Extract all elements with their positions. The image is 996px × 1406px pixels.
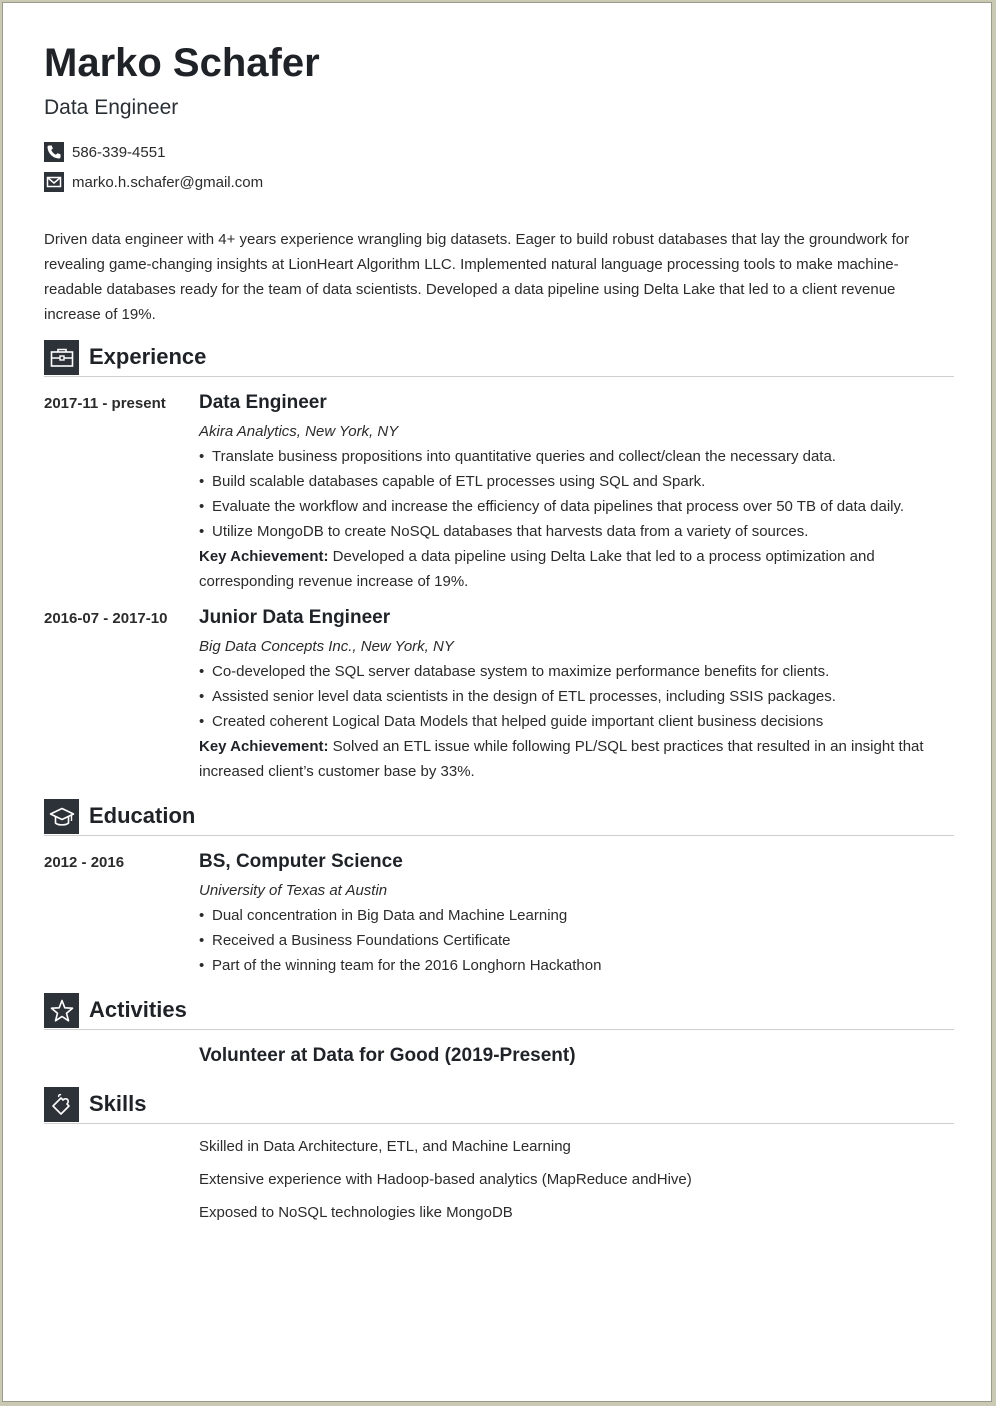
list-item: • Translate business propositions into quantitative queries and collect/clean the necessary data. [199, 444, 934, 469]
achievement-label: Key Achievement: [199, 738, 329, 755]
job-1-dates: 2017-11 - present [44, 395, 166, 412]
activity-entry [199, 1043, 934, 1072]
job-2-company: Big Data Concepts Inc., New York, NY [199, 638, 454, 655]
skills-section-title: Skills [89, 1091, 147, 1116]
phone-number: 586-339-4551 [72, 143, 166, 161]
email-contact [44, 172, 263, 192]
profile-summary: Driven data engineer with 4+ years experience wrangling big datasets. Eager to build robust databases that lay the groundwork for revealing game-changing insights at LionHeart Algorithm LLC. Implemented natural language processing tools to make machine-readable databases ready for the team of data scientists. Developed a data pipeline using Delta Lake that led to a client revenue increase of 19%. [44, 231, 910, 323]
job-2-title: Junior Data Engineer [199, 607, 391, 628]
achievement-label: Key Achievement: [199, 548, 329, 565]
list-item: • Created coherent Logical Data Models that helped guide important client business decisions [199, 709, 934, 734]
skill-item-1: Skilled in Data Architecture, ETL, and Machine Learning [199, 1138, 571, 1155]
job-1-company: Akira Analytics, New York, NY [199, 423, 399, 440]
school-name: University of Texas at Austin [199, 882, 388, 899]
education-entry [199, 849, 934, 978]
candidate-name: Marko Schafer [44, 41, 320, 85]
experience-section-header [44, 340, 954, 377]
envelope-icon [44, 172, 64, 192]
list-item: • Dual concentration in Big Data and Machine Learning [199, 903, 934, 928]
job-2-entry [199, 605, 934, 784]
job-1-bullets [199, 444, 934, 544]
education-section-title: Education [89, 803, 196, 828]
graduation-cap-icon [44, 799, 79, 834]
puzzle-icon [44, 1087, 79, 1122]
education-bullets [199, 903, 934, 978]
list-item: • Assisted senior level data scientists in the design of ETL processes, including SSIS packages. [199, 684, 934, 709]
star-icon [44, 993, 79, 1028]
job-2-achievement [199, 734, 934, 784]
achievement-text: Solved an ETL issue while following PL/SQL best practices that resulted in an insight that increased client’s customer base by 33%. [199, 738, 924, 780]
education-section-header [44, 799, 954, 836]
list-item: • Part of the winning team for the 2016 Longhorn Hackathon [199, 953, 934, 978]
activities-section-title: Activities [89, 997, 187, 1022]
list-item: • Co-developed the SQL server database system to maximize performance benefits for clients. [199, 659, 934, 684]
achievement-text: Developed a data pipeline using Delta Lake that led to a process optimization and corresponding revenue increase of 19%. [199, 548, 875, 590]
skill-item-3: Exposed to NoSQL technologies like MongoDB [199, 1204, 513, 1221]
list-item: • Build scalable databases capable of ETL processes using SQL and Spark. [199, 469, 934, 494]
briefcase-icon [44, 340, 79, 375]
list-item: • Utilize MongoDB to create NoSQL databases that harvests data from a variety of sources. [199, 519, 934, 544]
education-dates: 2012 - 2016 [44, 854, 125, 871]
candidate-title: Data Engineer [44, 96, 179, 119]
degree-title: BS, Computer Science [199, 851, 403, 872]
skills-section-header [44, 1087, 954, 1124]
experience-section-title: Experience [89, 344, 207, 369]
resume-page [2, 2, 992, 1402]
job-1-entry [199, 390, 934, 594]
job-2-dates: 2016-07 - 2017-10 [44, 610, 168, 627]
job-2-bullets [199, 659, 934, 734]
phone-contact [44, 142, 165, 162]
skill-item-2: Extensive experience with Hadoop-based analytics (MapReduce andHive) [199, 1171, 692, 1188]
email-address: marko.h.schafer@gmail.com [72, 173, 264, 191]
phone-icon [44, 142, 64, 162]
job-1-achievement [199, 544, 934, 594]
list-item: • Evaluate the workflow and increase the efficiency of data pipelines that process over 50 TB of data daily. [199, 494, 934, 519]
list-item: • Received a Business Foundations Certificate [199, 928, 934, 953]
activities-section-header [44, 993, 954, 1030]
activity-title: Volunteer at Data for Good (2019-Present) [199, 1045, 576, 1066]
job-1-title: Data Engineer [199, 392, 327, 413]
